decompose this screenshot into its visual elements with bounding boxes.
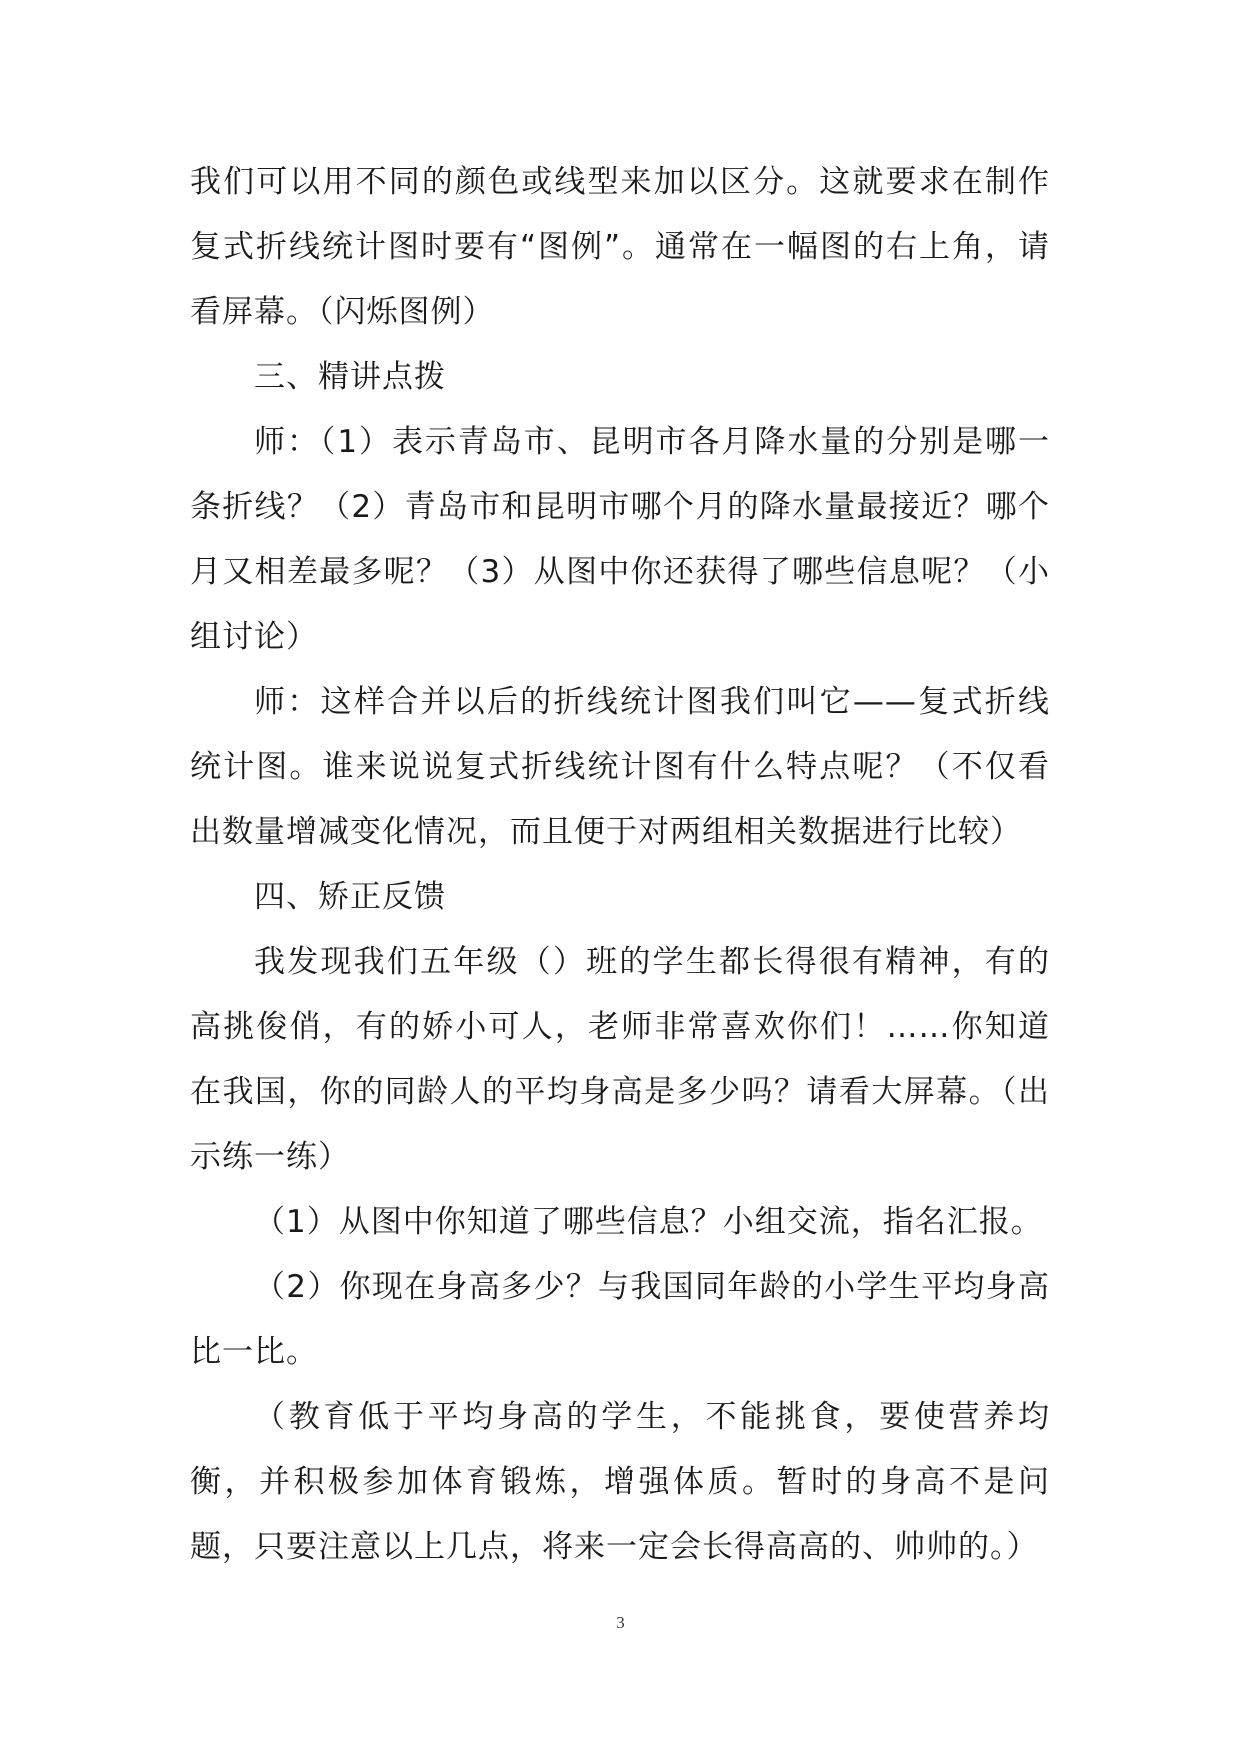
- paragraph-question-two: （2）你现在身高多少？与我国同年龄的小学生平均身高比一比。: [190, 1269, 1050, 1370]
- paragraph-teacher-summary: 师：这样合并以后的折线统计图我们叫它——复式折线统计图。谁来说说复式折线统计图有什么特点呢？（不仅看出数量增减变化情况，而且便于对两组相关数据进行比较）: [190, 684, 1050, 850]
- page-number: 3: [616, 1613, 625, 1632]
- paragraph-teacher-questions: 师：（1）表示青岛市、昆明市各月降水量的分别是哪一条折线？（2）青岛市和昆明市哪个月的降水量最接近？哪个月又相差最多呢？（3）从图中你还获得了哪些信息呢？（小组讨论）: [190, 424, 1050, 655]
- paragraph-class-intro: 我发现我们五年级（）班的学生都长得很有精神，有的高挑俊俏，有的娇小可人，老师非常喜欢你们！……你知道在我国，你的同龄人的平均身高是多少吗？请看大屏幕。（出示练一练）: [190, 944, 1050, 1175]
- heading-section-three: 三、精讲点拨: [254, 359, 446, 395]
- heading-section-four: 四、矫正反馈: [254, 879, 446, 915]
- paragraph-question-one: （1）从图中你知道了哪些信息？小组交流，指名汇报。: [254, 1204, 1043, 1240]
- page-body: [190, 150, 1050, 1580]
- paragraph-education-note: （教育低于平均身高的学生，不能挑食，要使营养均衡，并积极参加体育锻炼，增强体质。暂时的身高不是问题，只要注意以上几点，将来一定会长得高高的、帅帅的。）: [190, 1399, 1050, 1565]
- paragraph-legend-intro: 我们可以用不同的颜色或线型来加以区分。这就要求在制作复式折线统计图时要有“图例”。通常在一幅图的右上角，请看屏幕。（闪烁图例）: [190, 164, 1050, 330]
